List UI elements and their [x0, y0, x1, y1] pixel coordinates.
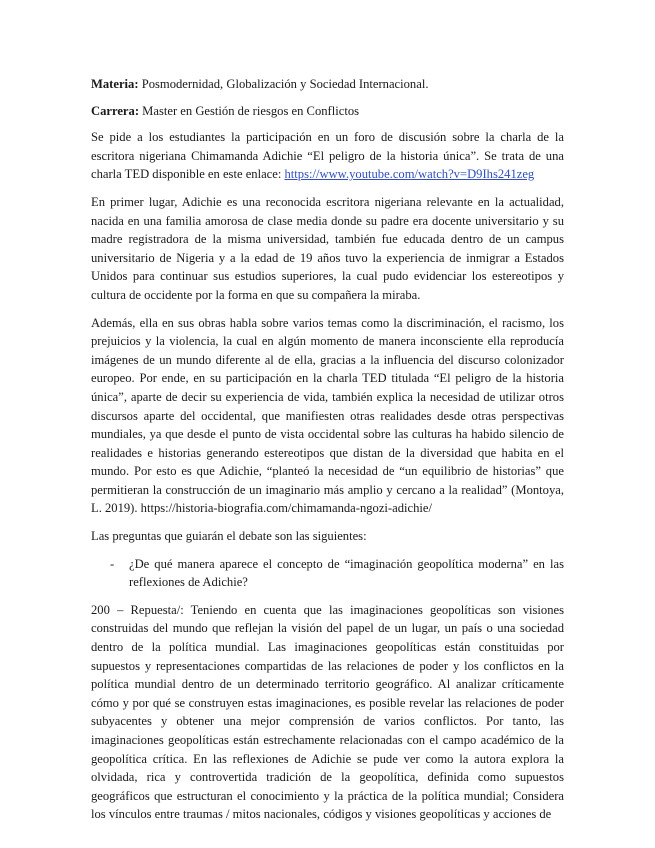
intro-text: Se pide a los estudiantes la participación en un foro de discusión sobre la charla de la escritora nigeriana Chimamanda Adichie “El peligro de la historia única”. Se trata de una charla TED disponible en este enlace: [91, 130, 564, 182]
carrera-value: Master en Gestión de riesgos en Conflictos [139, 103, 360, 118]
question-bullet [91, 555, 564, 592]
preguntas-intro: Las preguntas que guiarán el debate son las siguientes: [91, 529, 367, 544]
materia-value: Posmodernidad, Globalización y Sociedad Internacional. [138, 77, 429, 91]
intro-paragraph [91, 128, 564, 184]
carrera-label: Carrera: [91, 103, 140, 118]
paragraph-2: Además, ella en sus obras habla sobre varios temas como la discriminación, el racismo, los prejuicios y la violencia, la cual en algún momento de manera inconsciente ella reproducía imágenes de un mundo diferente al de ella, gracias a la influencia del discurso colonizador europeo. Por ende, en su participación en la charla TED titulada “El peligro de la historia única”, aparte de decir su experiencia de vida, también explica la necesidad de utilizar otros discursos aparte del occidental, que manifiesten otras realidades desde otras perspectivas mundiales, ya que desde el punto de vista occidental sobre las culturas ha habido silencio de realidades e historias generando estereotipos que distan de la diversidad que habita en el mundo. Por esto es que Adichie, “planteó la necesidad de “un equilibrio de historias” que permitieran la construcción de un imaginario más amplio y cercano a la realidad” (Montoya, L. 2019). https://historia-biografia.com/chimamanda-ngozi-adichie/ [91, 315, 564, 516]
document-body [91, 75, 564, 833]
paragraph-1: En primer lugar, Adichie es una reconocida escritora nigeriana relevante en la actualidad, nacida en una familia amorosa de clase media donde su padre era docente universitario y su madre registradora de la misma universidad, también fue educada dentro de un campus universitario de Nigeria y a la edad de 19 años tuvo la experiencia de inmigrar a Estados Unidos para continuar sus estudios superiores, la cual pudo evidenciar los estereotipos y cultura de occidente por la forma en que su compañera la miraba. [91, 194, 564, 302]
question-text: ¿De qué manera aparece el concepto de “imaginación geopolítica moderna” en las reflexiones de Adichie? [129, 556, 564, 590]
materia-label: Materia: [91, 77, 139, 91]
carrera-line [91, 102, 564, 121]
youtube-link[interactable]: https://www.youtube.com/watch?v=D9Ihs241zeg [284, 167, 535, 182]
materia-line [91, 75, 564, 94]
answer-paragraph: 200 – Repuesta/: Teniendo en cuenta que las imaginaciones geopolíticas son visiones construidas del mundo que reflejan la visión del papel de un lugar, un país o una sociedad dentro de la política mundial. Las imaginaciones geopolíticas están constituidas por supuestos y representaciones compartidas de las relaciones de poder y los conflictos en la política mundial dentro de un determinado territorio geográfico. Al analizar críticamente cómo y por qué se construyen estas imaginaciones, es posible revelar las relaciones de poder subyacentes y obtener una mejor comprensión de varios conflictos. Por tanto, las imaginaciones geopolíticas están estrechamente relacionadas con el campo académico de la geopolítica crítica. En las reflexiones de Adichie se pude ver como la autora explora la olvidada, rica y controvertida tradición de la geopolítica, definida como supuestos geográficos que estructuran el conocimiento y la práctica de la política mundial; Considera los vínculos entre traumas / mitos nacionales, códigos y visiones geopolíticas y acciones de [91, 602, 564, 822]
bullet-dash: - [110, 556, 115, 571]
